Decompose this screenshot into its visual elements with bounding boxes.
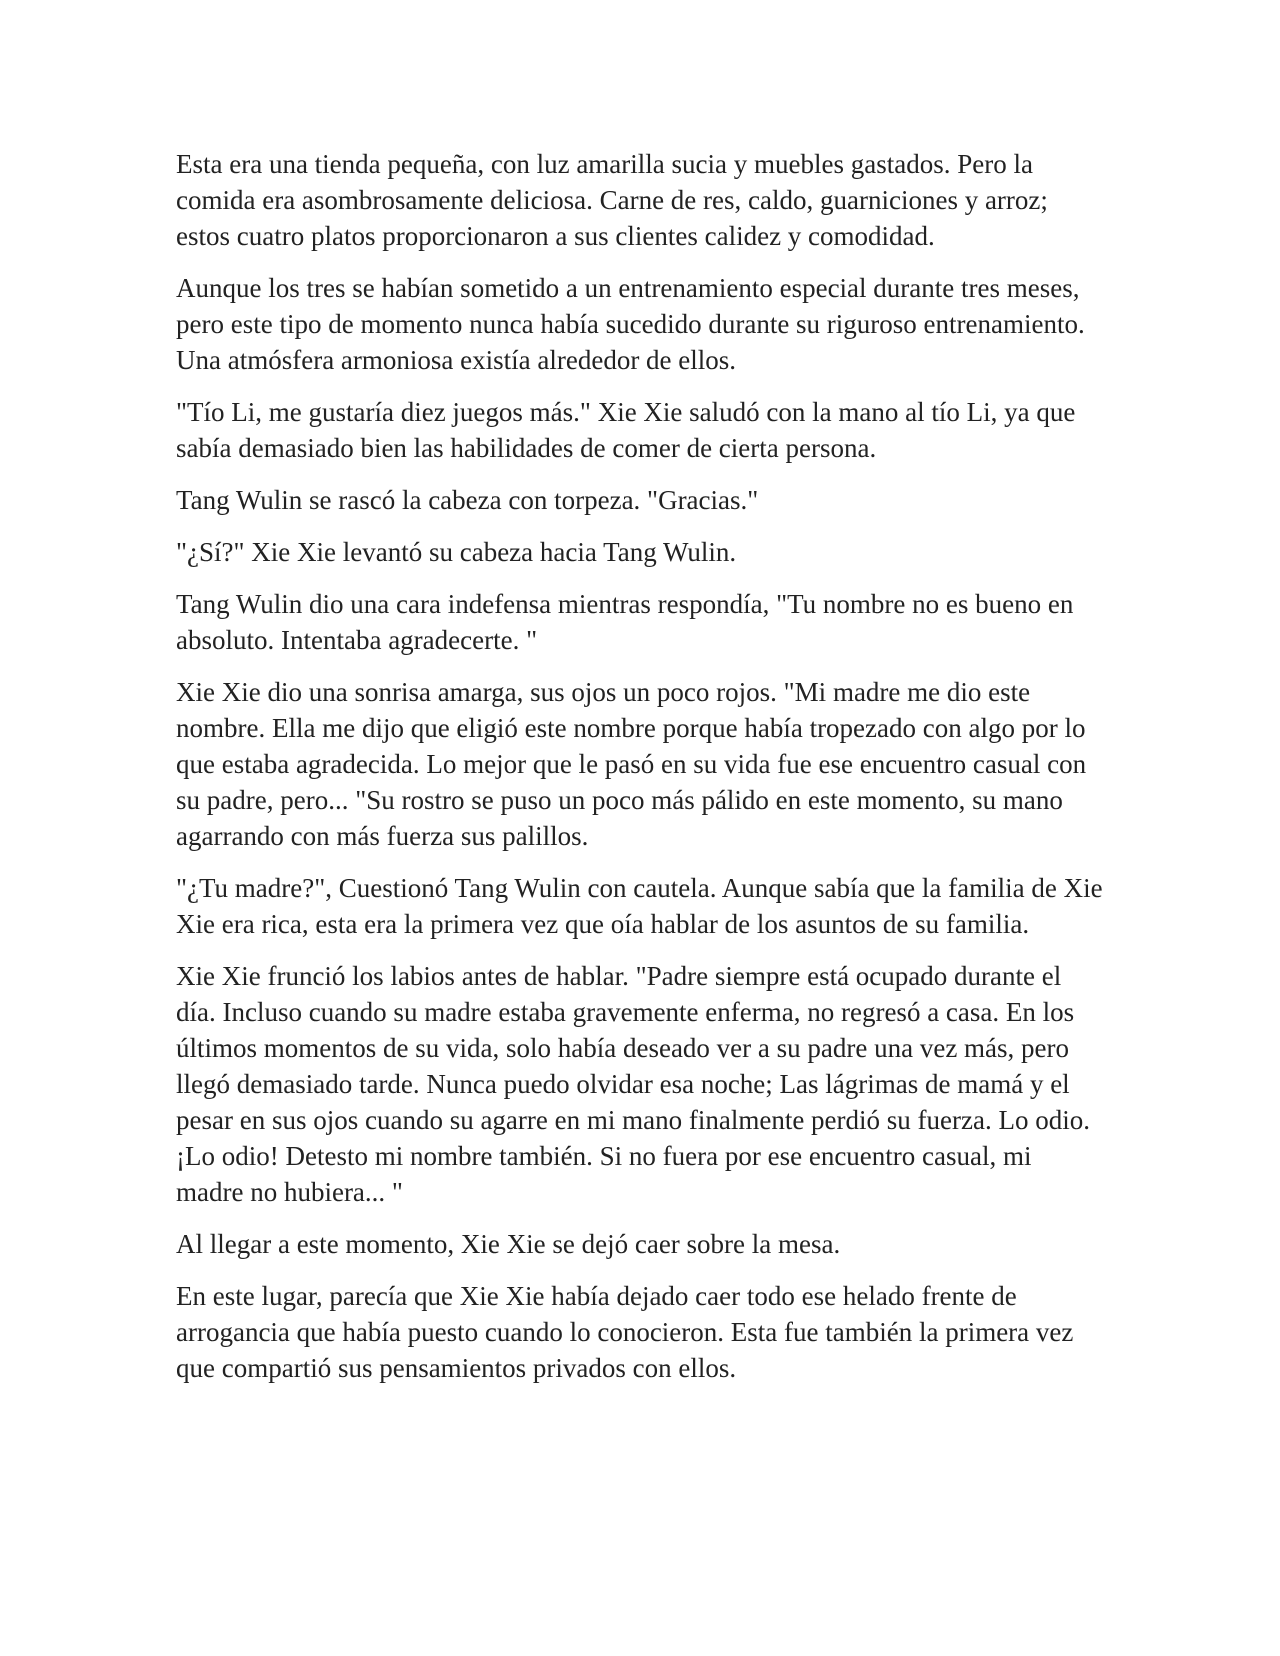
- paragraph-4: Tang Wulin se rascó la cabeza con torpeza. "Gracias.": [176, 485, 759, 515]
- paragraph-11: En este lugar, parecía que Xie Xie había dejado caer todo ese helado frente de arrogancia que había puesto cuando lo conocieron. Esta fue también la primera vez que compartió sus pensamientos privados con ellos.: [176, 1281, 1074, 1383]
- paragraph-9: Xie Xie frunció los labios antes de hablar. "Padre siempre está ocupado durante el día. Incluso cuando su madre estaba gravemente enferma, no regresó a casa. En los últimos momentos de su vida, solo había deseado ver a su padre una vez más, pero llegó demasiado tarde. Nunca puedo olvidar esa noche; Las lágrimas de mamá y el pesar en sus ojos cuando su agarre en mi mano finalmente perdió su fuerza. Lo odio. ¡Lo odio! Detesto mi nombre también. Si no fuera por ese encuentro casual, mi madre no hubiera... ": [176, 961, 1090, 1207]
- paragraph-2: Aunque los tres se habían sometido a un entrenamiento especial durante tres meses, pero este tipo de momento nunca había sucedido durante su riguroso entrenamiento. Una atmósfera armoniosa existía alrededor de ellos.: [176, 273, 1085, 375]
- paragraph-7: Xie Xie dio una sonrisa amarga, sus ojos un poco rojos. "Mi madre me dio este nombre. Ella me dijo que eligió este nombre porque había tropezado con algo por lo que estaba agradecida. Lo mejor que le pasó en su vida fue ese encuentro casual con su padre, pero... "Su rostro se puso un poco más pálido en este momento, su mano agarrando con más fuerza sus palillos.: [176, 677, 1087, 851]
- paragraph-3: "Tío Li, me gustaría diez juegos más." Xie Xie saludó con la mano al tío Li, ya que sabía demasiado bien las habilidades de comer de cierta persona.: [176, 397, 1076, 463]
- paragraph-10: Al llegar a este momento, Xie Xie se dejó caer sobre la mesa.: [176, 1229, 841, 1259]
- paragraph-1: Esta era una tienda pequeña, con luz amarilla sucia y muebles gastados. Pero la comida era asombrosamente deliciosa. Carne de res, caldo, guarniciones y arroz; estos cuatro platos proporcionaron a sus clientes calidez y comodidad.: [176, 149, 1048, 251]
- paragraph-5: "¿Sí?" Xie Xie levantó su cabeza hacia Tang Wulin.: [176, 537, 737, 567]
- document-body: [176, 146, 1104, 1402]
- paragraph-8: "¿Tu madre?", Cuestionó Tang Wulin con cautela. Aunque sabía que la familia de Xie Xie era rica, esta era la primera vez que oía hablar de los asuntos de su familia.: [176, 873, 1103, 939]
- paragraph-6: Tang Wulin dio una cara indefensa mientras respondía, "Tu nombre no es bueno en absoluto. Intentaba agradecerte. ": [176, 589, 1074, 655]
